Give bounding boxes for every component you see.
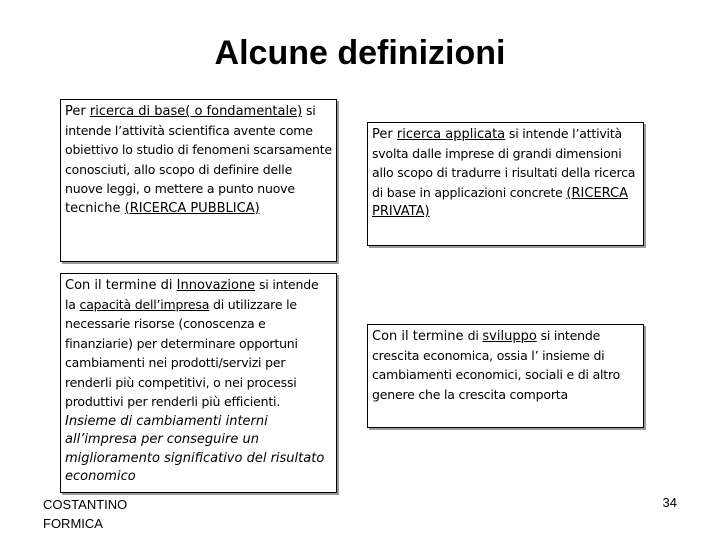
definition-term: ricerca di base( o fondamentale) [89, 104, 303, 119]
definition-body: si intende crescita economica, ossia l’ insieme di cambiamenti economici, sociali e di altro genere che la crescita comporta [372, 328, 621, 402]
definition-text [372, 125, 639, 222]
author-line-2: FORMICA [43, 516, 103, 531]
definition-keyword: tecniche [65, 200, 125, 216]
definition-text [65, 102, 332, 218]
definition-italic-note: Insieme di cambiamenti interni all’impresa per conseguire un miglioramento significativo del risultato economico [65, 413, 325, 484]
definition-text [65, 276, 332, 487]
definition-box-sviluppo [367, 324, 644, 428]
definition-body: si intende l’attività scientifica avente come obiettivo lo studio di fenomeni scarsamente conosciuti, allo scopo di definire delle nuove leggi, o mettere a punto nuove [65, 103, 332, 196]
definition-box-ricerca-applicata [367, 122, 644, 246]
definition-body-2: di utilizzare le necessarie risorse (conoscenza e finanziarie) per determinare opportuni cambiamenti nei prodotti/servizi per renderli più competitivi, o nei processi produttivi per renderli più efficienti. [65, 296, 298, 409]
definition-box-ricerca-di-base [60, 99, 337, 262]
definition-body-1: si intende la [65, 277, 319, 312]
definition-intro: Con il termine di [65, 278, 177, 293]
definition-term: ricerca applicata [396, 127, 506, 142]
author-line-1: COSTANTINO [43, 497, 128, 512]
definition-term: Innovazione [176, 278, 256, 293]
footer-author [43, 495, 127, 533]
definition-intro-2: di [467, 328, 483, 343]
definition-intro: Per [372, 127, 397, 142]
definition-intro: Con il termine [372, 329, 468, 344]
definition-capacita: capacità dell’impresa [79, 296, 210, 312]
definition-label: (RICERCA PUBBLICA) [124, 200, 260, 216]
definition-box-innovazione [60, 273, 337, 493]
slide-title: Alcune definizioni [214, 34, 506, 72]
definition-body: si intende l’attività svolta dalle imprese di grandi dimensioni allo scopo di tradurre i risultati della ricerca di base in applicazioni concrete [372, 126, 636, 200]
definition-intro: Per [65, 104, 90, 119]
definition-text [372, 327, 639, 405]
page-number: 34 [662, 495, 677, 510]
definition-term: sviluppo [482, 329, 537, 344]
definition-label: (RICERCA PRIVATA) [372, 185, 629, 219]
